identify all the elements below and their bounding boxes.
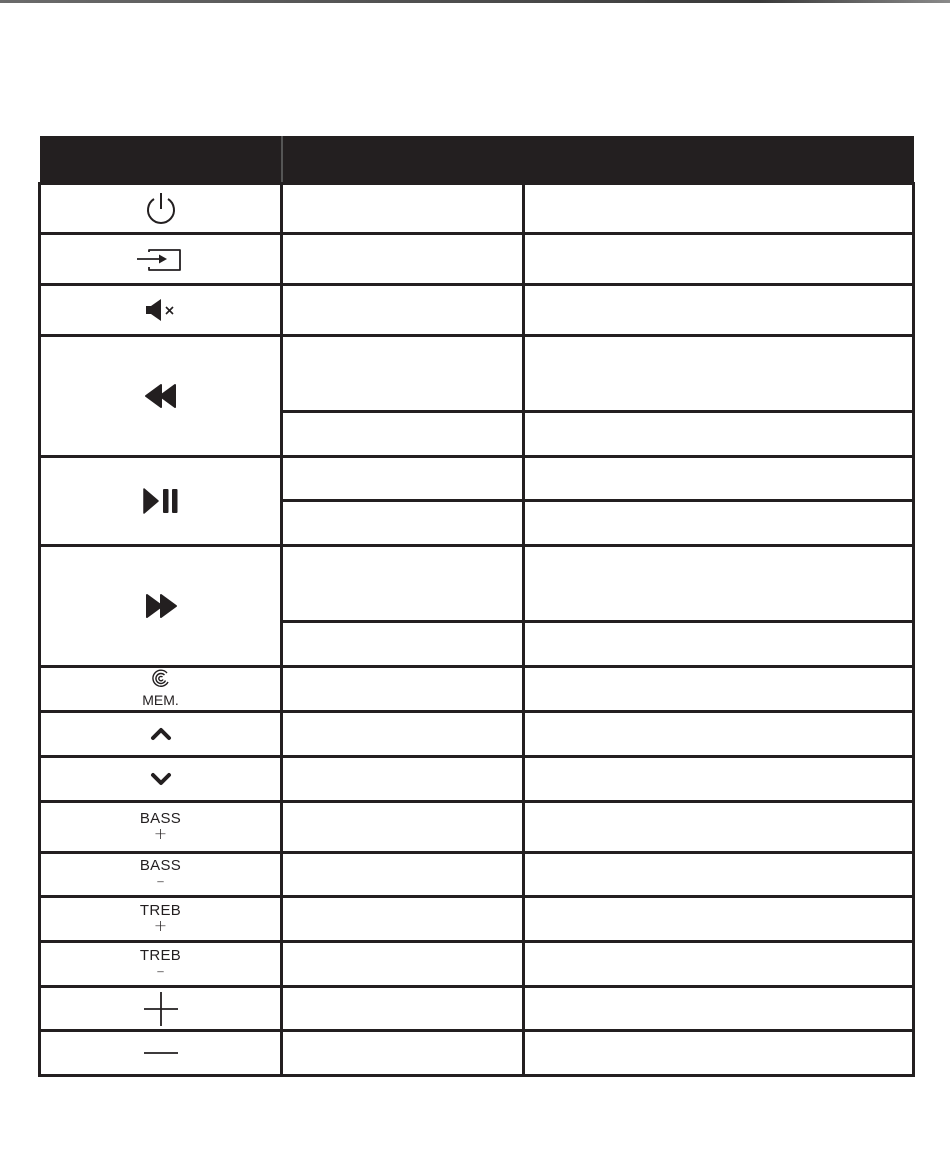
icon-cell <box>40 1031 282 1076</box>
description-cell <box>524 184 914 234</box>
description-cell <box>524 712 914 757</box>
minus-sign: – <box>156 871 165 890</box>
icon-cell <box>40 853 282 897</box>
function-cell <box>282 622 524 667</box>
function-cell <box>282 501 524 546</box>
table-row <box>40 336 914 412</box>
description-cell <box>524 457 914 501</box>
bass-label: BASS <box>139 809 182 827</box>
icon-cell <box>40 802 282 853</box>
description-cell <box>524 942 914 987</box>
chevron-down-icon <box>149 771 173 787</box>
fast-forward-icon <box>144 593 178 619</box>
mute-icon <box>143 297 179 323</box>
description-cell <box>524 546 914 622</box>
function-cell <box>282 1031 524 1076</box>
treble-minus-icon <box>140 948 181 978</box>
function-cell <box>282 336 524 412</box>
header-button <box>40 136 282 184</box>
icon-cell <box>40 234 282 285</box>
icon-cell <box>40 546 282 667</box>
table-row <box>40 457 914 501</box>
icon-cell <box>40 987 282 1031</box>
description-cell <box>524 987 914 1031</box>
chevron-up-icon <box>149 726 173 742</box>
icon-cell <box>40 457 282 546</box>
treble-label: TREB <box>139 946 182 964</box>
icon-cell <box>40 712 282 757</box>
volume-plus-icon <box>141 989 181 1029</box>
table-header-row <box>40 136 914 184</box>
table-row <box>40 712 914 757</box>
description-cell <box>524 501 914 546</box>
treble-label: TREB <box>139 901 182 919</box>
function-cell <box>282 712 524 757</box>
function-cell <box>282 184 524 234</box>
table-row <box>40 987 914 1031</box>
icon-cell <box>40 184 282 234</box>
table-row <box>40 802 914 853</box>
function-cell <box>282 942 524 987</box>
description-cell <box>524 285 914 336</box>
bass-label: BASS <box>139 857 182 874</box>
plus-sign: + <box>153 915 168 935</box>
rewind-icon <box>144 383 178 409</box>
description-cell <box>524 853 914 897</box>
description-cell <box>524 667 914 712</box>
header-description <box>524 136 914 184</box>
table-row <box>40 1031 914 1076</box>
treble-plus-icon <box>140 903 181 933</box>
function-cell <box>282 897 524 942</box>
function-cell <box>282 457 524 501</box>
table-row <box>40 546 914 622</box>
icon-cell <box>40 757 282 802</box>
description-cell <box>524 622 914 667</box>
power-icon <box>141 189 181 229</box>
description-cell <box>524 897 914 942</box>
input-source-icon <box>136 245 186 273</box>
description-cell <box>524 802 914 853</box>
description-cell <box>524 336 914 412</box>
table-row <box>40 667 914 712</box>
function-cell <box>282 234 524 285</box>
table-row <box>40 897 914 942</box>
volume-minus-icon <box>141 1048 181 1058</box>
icon-cell <box>40 942 282 987</box>
memory-icon <box>142 669 179 707</box>
table-row <box>40 184 914 234</box>
memory-swirl-icon <box>150 669 172 687</box>
remote-buttons-table <box>38 136 915 1077</box>
function-cell <box>282 853 524 897</box>
function-cell <box>282 546 524 622</box>
description-cell <box>524 757 914 802</box>
function-cell <box>282 987 524 1031</box>
memory-label: MEM. <box>142 691 179 708</box>
minus-sign: – <box>156 960 165 980</box>
function-cell <box>282 802 524 853</box>
play-pause-icon <box>141 487 181 515</box>
description-cell <box>524 234 914 285</box>
function-cell <box>282 757 524 802</box>
description-cell <box>524 412 914 457</box>
top-edge-line <box>0 0 950 3</box>
table-row <box>40 757 914 802</box>
function-cell <box>282 285 524 336</box>
description-cell <box>524 1031 914 1076</box>
icon-cell <box>40 667 282 712</box>
icon-cell <box>40 285 282 336</box>
table-row <box>40 285 914 336</box>
table-row <box>40 234 914 285</box>
bass-plus-icon <box>140 811 181 841</box>
icon-cell <box>40 897 282 942</box>
table-row <box>40 942 914 987</box>
plus-sign: + <box>153 823 168 843</box>
bass-minus-icon <box>140 858 181 888</box>
icon-cell <box>40 336 282 457</box>
table-row <box>40 853 914 897</box>
function-cell <box>282 667 524 712</box>
function-cell <box>282 412 524 457</box>
header-function <box>282 136 524 184</box>
